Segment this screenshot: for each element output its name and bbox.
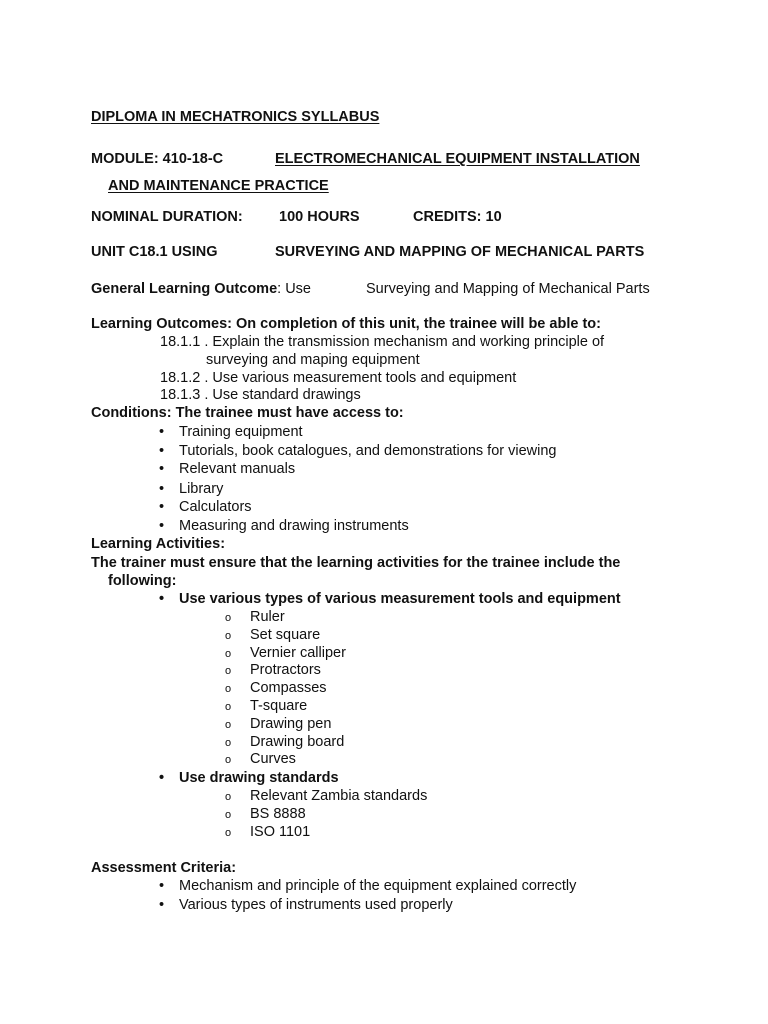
unit-label: UNIT C18.1 USING xyxy=(91,244,218,260)
activities-intro-line2: following: xyxy=(108,573,177,589)
outcome-item-2: 18.1.2 . Use various measurement tools and equipment xyxy=(160,370,517,386)
unit-name: SURVEYING AND MAPPING OF MECHANICAL PARTS xyxy=(275,244,645,260)
activities-intro-line1: The trainer must ensure that the learning activities for the trainee include the xyxy=(91,555,621,571)
condition-item: • Training equipment xyxy=(179,423,303,441)
general-outcome-use: : Use xyxy=(277,281,311,297)
activity-group-drawing-standards: • Use drawing standards xyxy=(179,769,339,787)
tool-item: o T-square xyxy=(250,697,307,715)
outcome-item-3: 18.1.3 . Use standard drawings xyxy=(160,387,361,403)
condition-item: • Measuring and drawing instruments xyxy=(179,517,409,535)
module-label: MODULE: 410-18-C xyxy=(91,151,224,167)
general-outcome xyxy=(91,280,311,298)
credits-value: CREDITS: 10 xyxy=(413,209,502,225)
tool-item: o Protractors xyxy=(250,661,321,679)
assessment-item: • Mechanism and principle of the equipment explained correctly xyxy=(179,877,576,895)
general-outcome-label: General Learning Outcome xyxy=(91,281,278,297)
tool-item: o Compasses xyxy=(250,679,327,697)
tool-item: o Curves xyxy=(250,750,296,768)
general-outcome-text: Surveying and Mapping of Mechanical Parts xyxy=(366,281,650,297)
standard-item: o BS 8888 xyxy=(250,805,306,823)
tool-item: o Set square xyxy=(250,626,320,644)
activities-heading: Learning Activities: xyxy=(91,536,226,552)
condition-item: • Calculators xyxy=(179,498,252,516)
tool-item: o Vernier calliper xyxy=(250,644,346,662)
condition-item: • Library xyxy=(179,480,223,498)
tool-item: o Drawing pen xyxy=(250,715,331,733)
assessment-item: • Various types of instruments used properly xyxy=(179,896,453,914)
condition-item: • Relevant manuals xyxy=(179,460,295,478)
standard-item: o ISO 1101 xyxy=(250,823,310,841)
activity-group-measurement-tools: • Use various types of various measurement tools and equipment xyxy=(179,590,621,608)
learning-outcomes-heading: Learning Outcomes: On completion of this unit, the trainee will be able to: xyxy=(91,316,601,332)
document-title: DIPLOMA IN MECHATRONICS SYLLABUS xyxy=(91,109,380,125)
duration-label: NOMINAL DURATION: xyxy=(91,209,243,225)
standard-item: o Relevant Zambia standards xyxy=(250,787,427,805)
conditions-heading: Conditions: The trainee must have access to: xyxy=(91,405,404,421)
outcome-item-1-line1: 18.1.1 . Explain the transmission mechanism and working principle of xyxy=(160,334,605,350)
module-name-line1: ELECTROMECHANICAL EQUIPMENT INSTALLATION xyxy=(275,151,640,167)
outcome-item-1-line2: surveying and maping equipment xyxy=(206,352,420,368)
condition-item: • Tutorials, book catalogues, and demonstrations for viewing xyxy=(179,442,556,460)
duration-value: 100 HOURS xyxy=(279,209,360,225)
tool-item: o Ruler xyxy=(250,608,285,626)
assessment-heading: Assessment Criteria: xyxy=(91,860,237,876)
module-name-line2: AND MAINTENANCE PRACTICE xyxy=(108,178,329,194)
tool-item: o Drawing board xyxy=(250,733,344,751)
